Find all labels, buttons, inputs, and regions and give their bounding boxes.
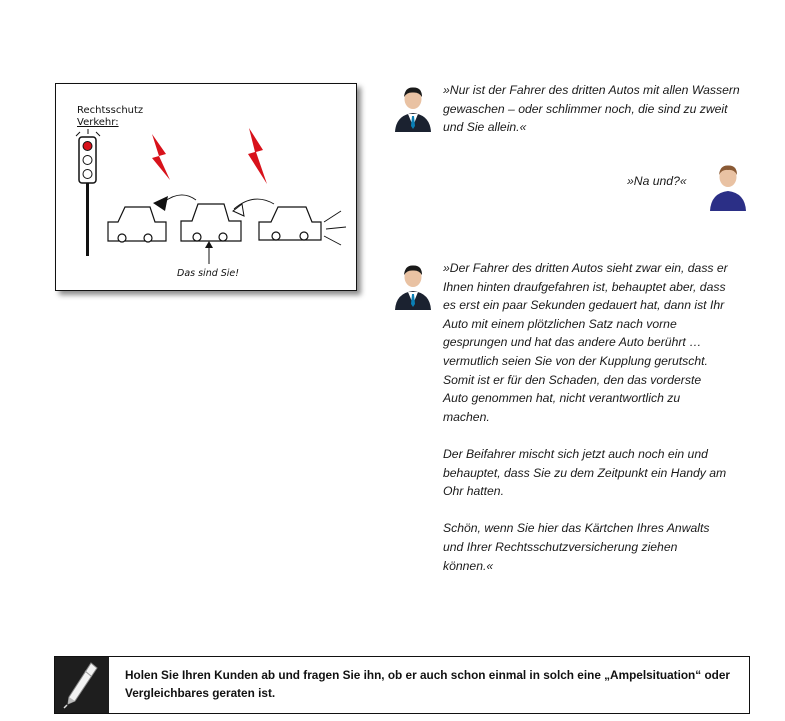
quote-advisor-2-paragraph-3: Schön, wenn Sie hier das Kärtchen Ihres Anwalts und Ihrer Rechtsschutzversicherung ziehen können.«: [443, 521, 710, 573]
traffic-light-icon: [76, 129, 100, 256]
illustration-title-line2: Verkehr:: [77, 117, 119, 128]
illustration-title: [77, 105, 143, 129]
quote-advisor-2: [443, 259, 728, 575]
car-icon: [108, 204, 321, 242]
illustration-caption: Das sind Sie!: [177, 268, 240, 279]
quote-advisor-2-paragraph-1: »Der Fahrer des dritten Autos sieht zwar ein, dass er Ihnen hinten draufgefahren ist, behauptet aber, dass es erst ein paar Sekunden gedauert hat, dann ist Ihr Auto mit einem plötzlichen Satz nach vorne gesprungen und hat das andere Auto berührt … vermutlich seien Sie von der Kupplung gerutscht. Somit ist er für den Schaden, den das vorderste Auto genommen hat, nicht verantwortlich zu machen.: [443, 261, 728, 424]
tip-text: Holen Sie Ihren Kunden ab und fragen Sie ihn, ob er auch schon einmal in solch eine „Ampelsituation“ oder Vergleichbares geraten ist.: [125, 668, 731, 701]
quote-advisor-2-paragraph-2: Der Beifahrer mischt sich jetzt auch noch ein und behauptet, dass Sie zu dem Zeitpunkt ein Handy am Ohr hatten.: [443, 446, 727, 499]
lightning-icon: [152, 128, 267, 184]
reply-customer-text: »Na und?«: [627, 174, 687, 188]
illustration-title-line1: Rechtsschutz: [77, 105, 144, 116]
quote-advisor-1: [443, 81, 743, 137]
quote-advisor-1-text: »Nur ist der Fahrer des dritten Autos mit allen Wassern gewaschen – oder schlimmer noch, die sind zu zweit und Sie allein.«: [443, 83, 740, 135]
advisor-avatar-icon: [393, 260, 433, 310]
customer-avatar-icon: [708, 161, 748, 211]
advisor-avatar-icon: [393, 82, 433, 132]
reply-customer: [627, 172, 707, 191]
tip-box: [54, 656, 750, 714]
pen-icon: [55, 657, 109, 713]
illustration-card: [55, 83, 357, 291]
